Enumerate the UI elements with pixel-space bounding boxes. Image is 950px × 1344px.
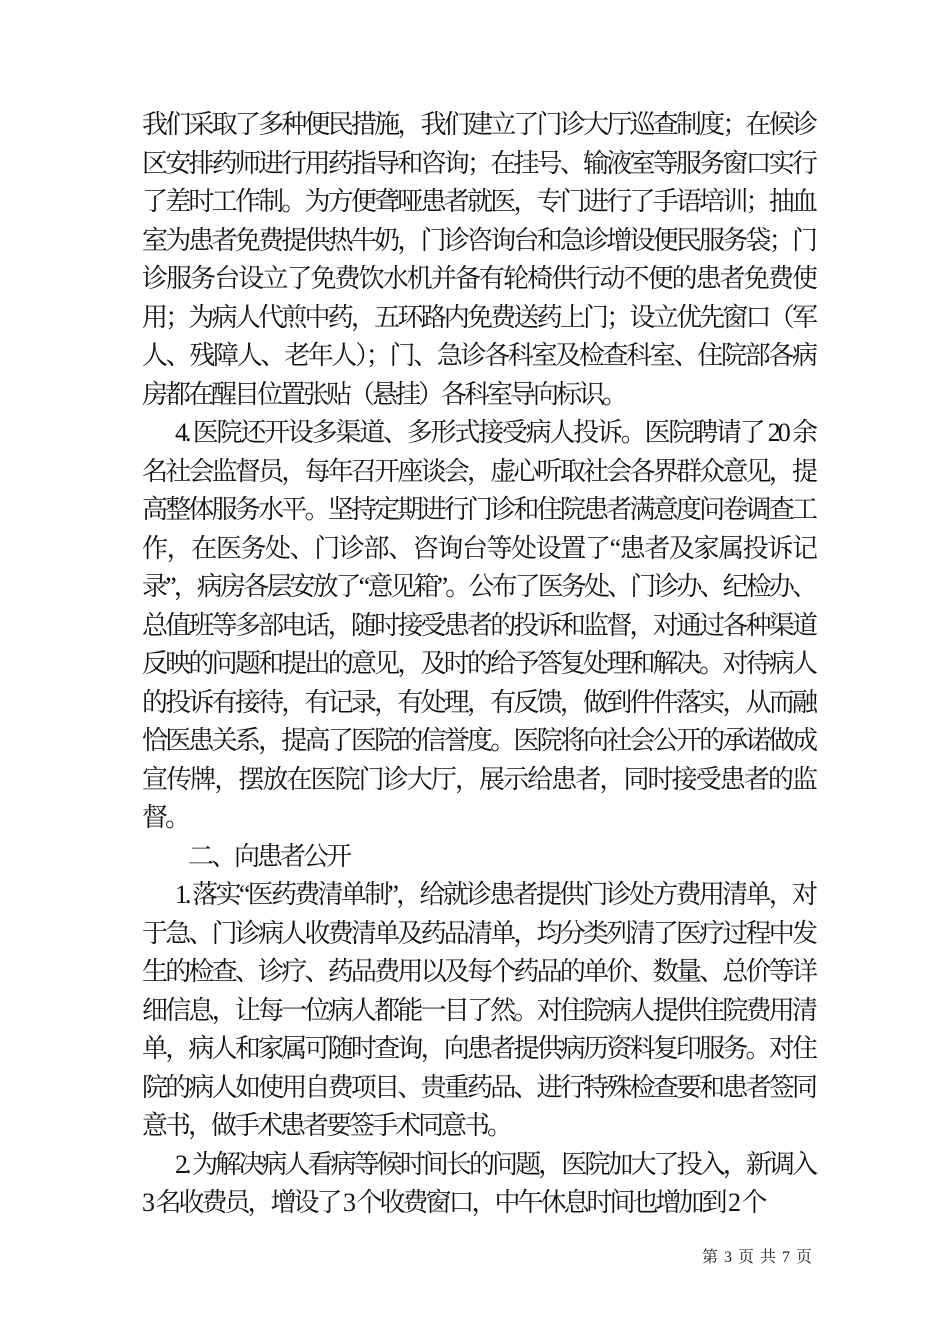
page-footer (702, 1248, 813, 1268)
paragraph-item-2: 2. 为解决病人看病等候时间长的问题，医院加大了投入，新调入 3 名收费员，增设了 3 个收费窗口，中午休息时间也增加到 2 个 (142, 1149, 815, 1217)
paragraph-continuation: 我们采取了多种便民措施，我们建立了门诊大厅巡查制度；在候诊区安排药师进行用药指导和咨询；在挂号、输液室等服务窗口实行了差时工作制。为方便聋哑患者就医，专门进行了手语培训；抽血室为患者免费提供热牛奶，门诊咨询台和急诊增设便民服务袋；门诊服务台设立了免费饮水机并备有轮椅供行动不便的患者免费使用；为病人代煎中药，五环路内免费送药上门；设立优先窗口（军人、残障人、老年人）；门、急诊各科室及检查科室、住院部各病房都在醒目位置张贴（悬挂）各科室导向标识。 (142, 110, 815, 409)
paragraph-item-1: 1. 落实“医药费清单制”，给就诊患者提供门诊处方费用清单，对于急、门诊病人收费清单及药品清单，均分类列清了医疗过程中发生的检查、诊疗、药品费用以及每个药品的单价、数量、总价等详细信息，让每一位病人都能一目了然。对住院病人提供住院费用清单，病人和家属可随时查询，向患者提供病历资料复印服务。对住院的病人如使用自费项目、贵重药品、进行特殊检查要和患者签同意书，做手术患者要签手术同意书。 (142, 880, 815, 1140)
paragraph-item-4: 4. 医院还开设多渠道、多形式接受病人投诉。医院聘请了 20 余名社会监督员，每年召开座谈会，虚心听取社会各界群众意见，提高整体服务水平。坚持定期进行门诊和住院患者满意度问卷调查工作，在医务处、门诊部、咨询台等处设置了“患者及家属投诉记录”，病房各层安放了“意见箱”。公布了医务处、门诊办、纪检办、总值班等多部电话，随时接受患者的投诉和监督，对通过各种渠道反映的问题和提出的意见，及时的给予答复处理和解决。对待病人的投诉有接待，有记录，有处理，有反馈，做到件件落实，从而融恰医患关系，提高了医院的信誉度。医院将向社会公开的承诺做成宣传牌，摆放在医院门诊大厅，展示给患者，同时接受患者的监督。 (142, 418, 815, 832)
document-body (142, 106, 815, 1223)
section-heading-2: 二、向患者公开 (188, 841, 350, 871)
page-number: 第 3 页 共 7 页 (701, 1249, 813, 1266)
